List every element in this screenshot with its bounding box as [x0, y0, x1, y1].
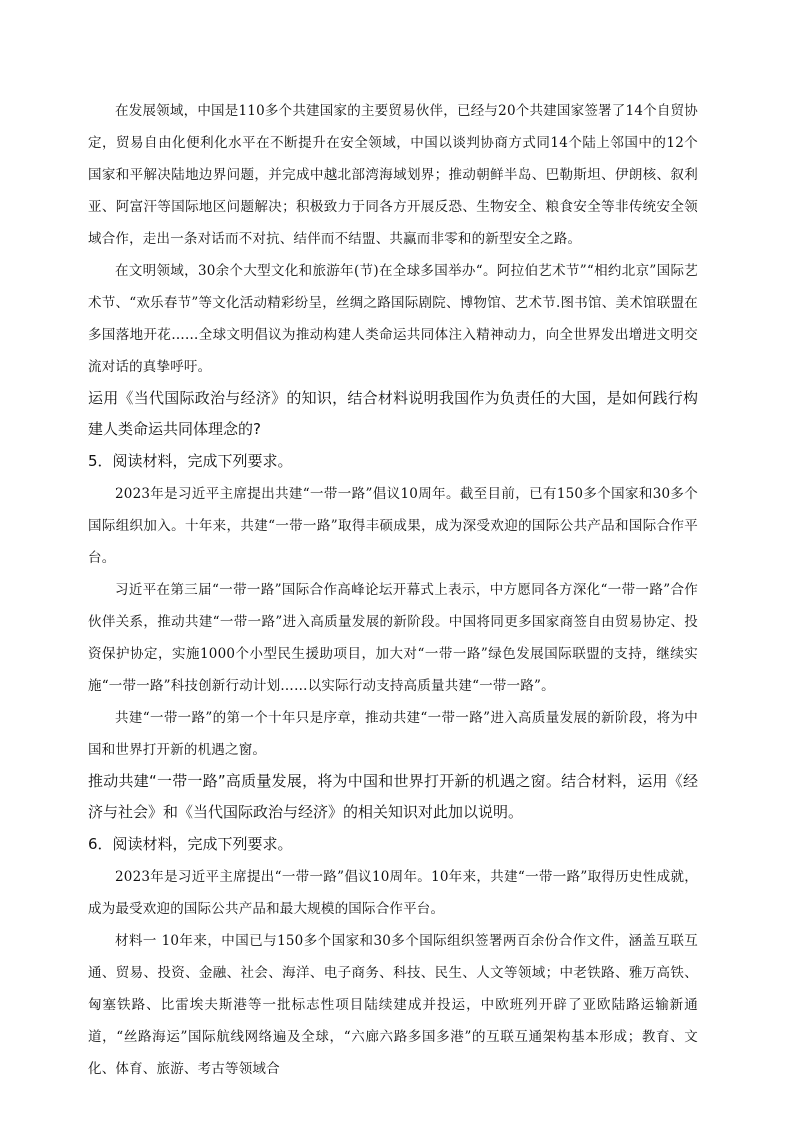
material-5-paragraph-1: 2023年是习近平主席提出共建“一带一路”倡议10周年。截至目前，已有150多个国家和30多个国际组织加入。十年来，共建“一带一路”取得丰硕成果，成为深受欢迎的国际公共产品和国际合作平台。	[88, 486, 698, 566]
question-5-prompt: 推动共建“一带一路”高质量发展，将为中国和世界打开新的机遇之窗。结合材料，运用《经济与社会》和《当代国际政治与经济》的相关知识对此加以说明。	[88, 772, 698, 821]
question-5-heading: 5．阅读材料，完成下列要求。	[88, 452, 293, 470]
material-6-paragraph-2: 材料一 10年来，中国已与150多个国家和30多个国际组织签署两百余份合作文件，涵盖互联互通、贸易、投资、金融、社会、海洋、电子商务、科技、民生、人文等领域；中老铁路、雅万高铁、匈塞铁路、比雷埃夫斯港等一批标志性项目陆续建成并投运，中欧班列开辟了亚欧陆路运输新通道，“丝路海运”国际航线网络遍及全球，“六廊六路多国多港”的互联互通架构基本形成；教育、文化、体育、旅游、考古等领域合	[88, 933, 698, 1077]
material-6-paragraph-1: 2023年是习近平主席提出“一带一路”倡议10周年。10年来，共建“一带一路”取得历史性成就，成为最受欢迎的国际公共产品和最大规模的国际合作平台。	[88, 869, 698, 917]
material-5-paragraph-3: 共建“一带一路”的第一个十年只是序章，推动共建“一带一路”进入高质量发展的新阶段，将为中国和世界打开新的机遇之窗。	[88, 710, 698, 758]
material-paragraph-civilization: 在文明领域，30余个大型文化和旅游年(节)在全球多国举办“。阿拉伯艺术节”“相约北京”国际艺术节、“欢乐春节”等文化活动精彩纷呈，丝绸之路国际剧院、博物馆、艺术节.图书馆、美术馆联盟在多国落地开花……全球文明倡议为推动构建人类命运共同体注入精神动力，向全世界发出增进文明交流对话的真挚呼吁。	[88, 263, 698, 375]
material-5-paragraph-2: 习近平在第三届“一带一路”国际合作高峰论坛开幕式上表示，中方愿同各方深化“一带一路”合作伙伴关系，推动共建“一带一路”进入高质量发展的新阶段。中国将同更多国家商签自由贸易协定、投资保护协定，实施1000个小型民生援助项目，加大对“一带一路”绿色发展国际联盟的支持，继续实施“一带一路”科技创新行动计划……以实际行动支持高质量共建“一带一路”。	[88, 582, 698, 694]
material-paragraph-development-security: 在发展领域，中国是110多个共建国家的主要贸易伙伴，已经与20个共建国家签署了14个自贸协定，贸易自由化便利化水平在不断提升在安全领域，中国以谈判协商方式同14个陆上邻国中的12个国家和平解决陆地边界问题，并完成中越北部湾海域划界；推动朝鲜半岛、巴勒斯坦、伊朗核、叙利亚、阿富汗等国际地区问题解决；积极致力于同各方开展反恐、生物安全、粮食安全等非传统安全领域合作，走出一条对话而不对抗、结伴而不结盟、共赢而非零和的新型安全之路。	[88, 103, 698, 247]
question-6-heading: 6．阅读材料，完成下列要求。	[88, 835, 293, 853]
question-4-prompt: 运用《当代国际政治与经济》的知识，结合材料说明我国作为负责任的大国，是如何践行构建人类命运共同体理念的?	[88, 389, 698, 438]
